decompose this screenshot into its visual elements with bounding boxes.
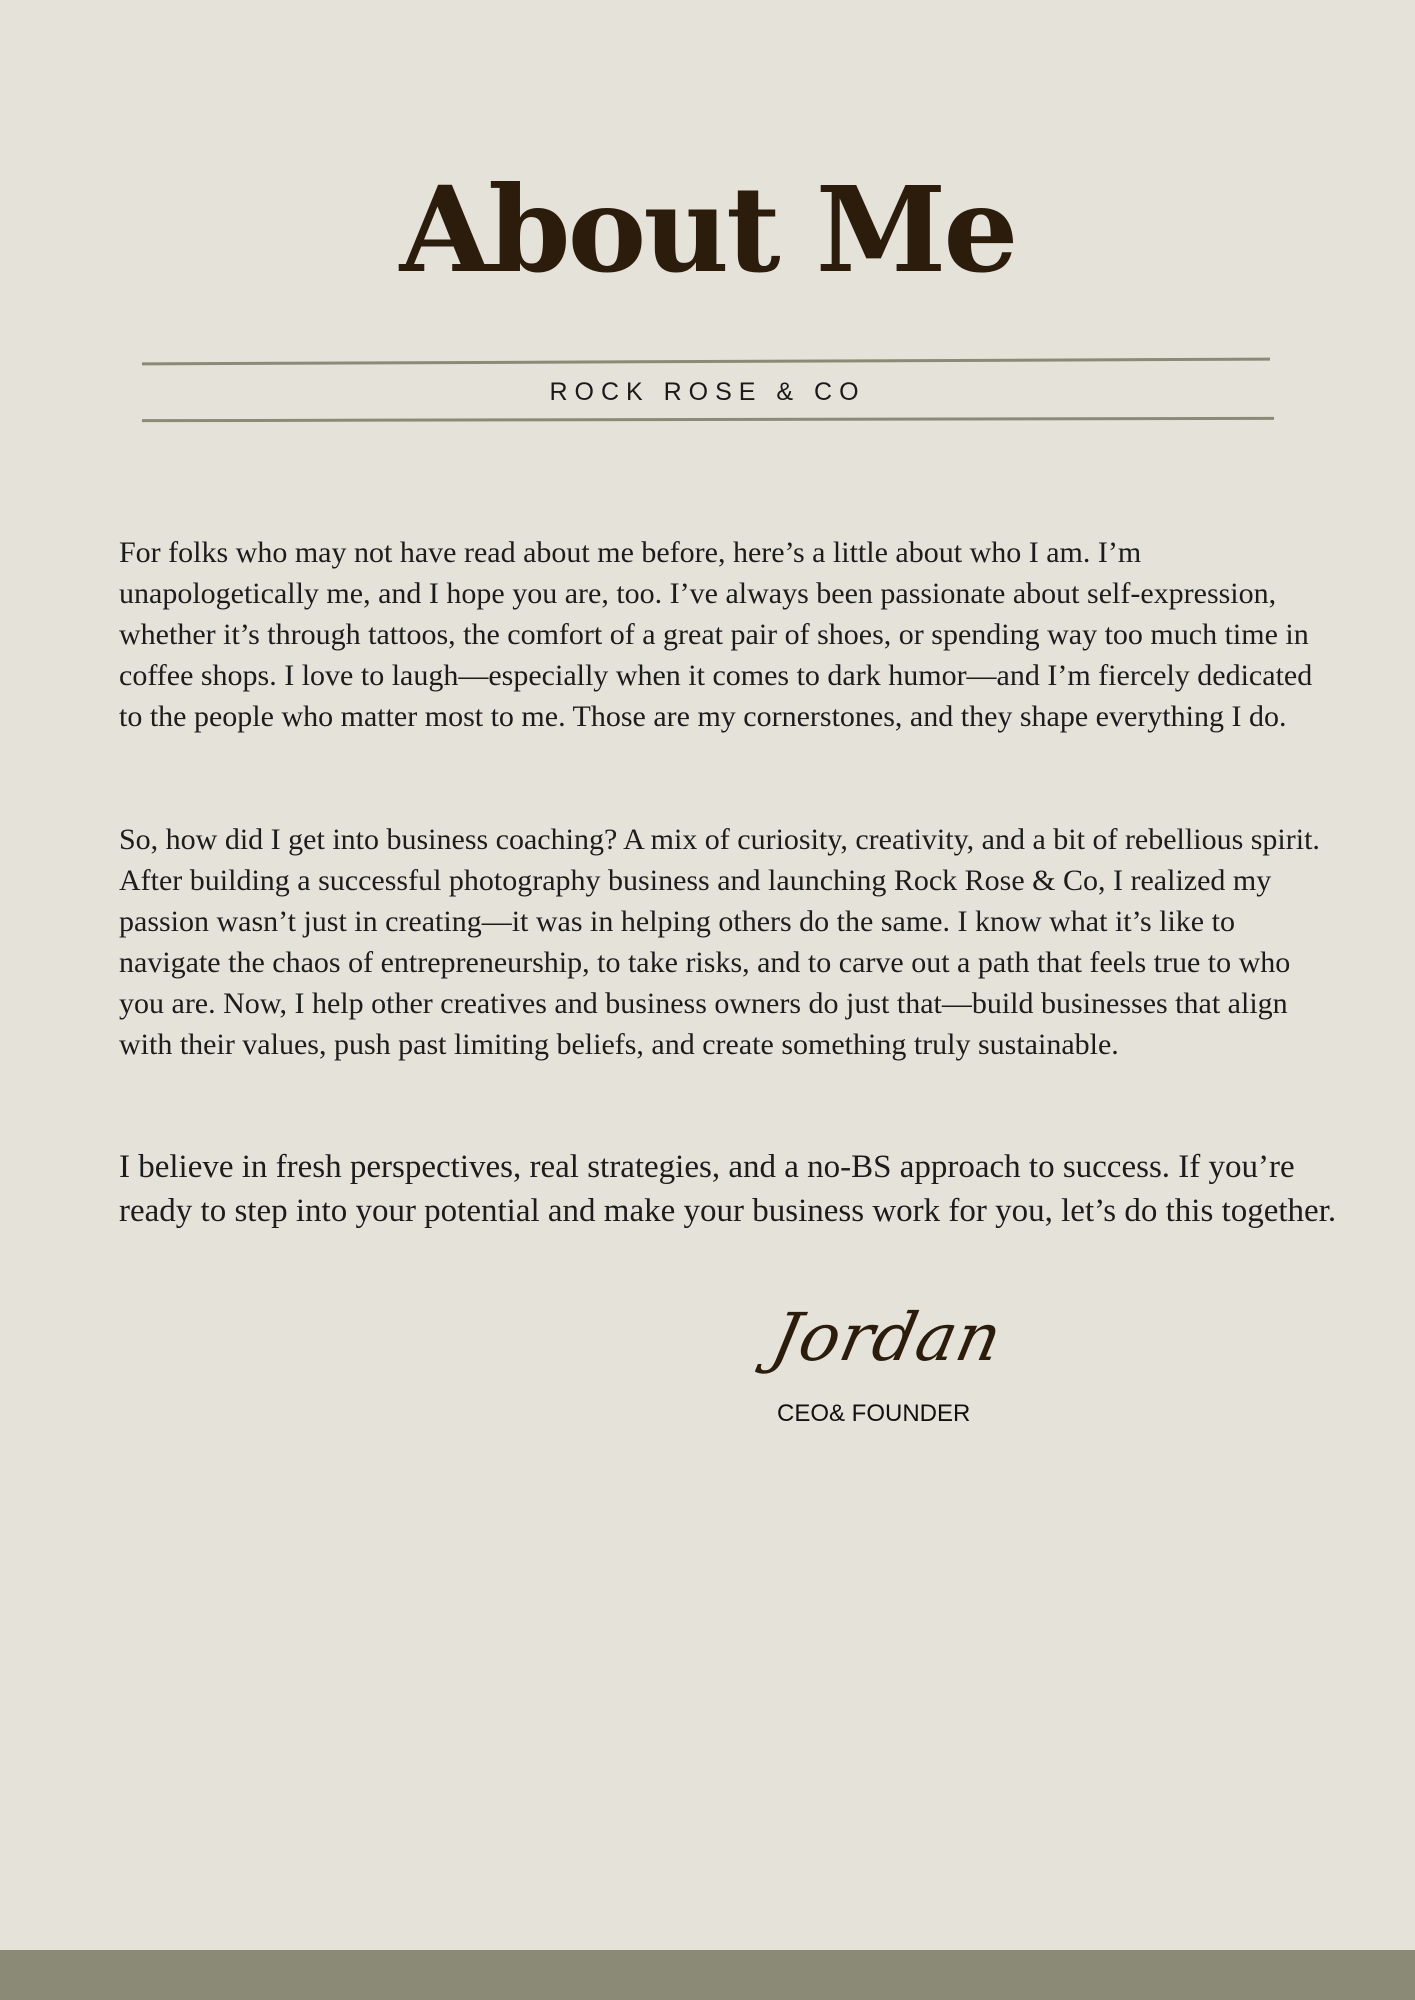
closing-paragraph: I believe in fresh perspectives, real strategies, and a no-BS approach to success. If you’re ready to step into your potential and make your business work for you, let’s do this together. bbox=[119, 1149, 1337, 1229]
bottom-divider bbox=[142, 417, 1274, 422]
intro-paragraph: For folks who may not have read about me before, here’s a little about who I am. I’m unapologetically me, and I hope you are, too. I’ve always been passionate about self-expression, whether it’s through tattoos, the comfort of a great pair of shoes, or spending way too much time in coffee shops. I love to laugh—especially when it comes to dark humor—and I’m fiercely dedicated to the people who matter most to me. Those are my cornerstones, and they shape everything I do. bbox=[119, 536, 1313, 733]
footer-band bbox=[0, 1950, 1415, 2000]
brand-name: ROCK ROSE & CO bbox=[549, 378, 866, 406]
story-paragraph: So, how did I get into business coaching? A mix of curiosity, creativity, and a bit of rebellious spirit. After building a successful photography business and launching Rock Rose & Co, I realized my passion wasn’t just in creating—it was in helping others do the same. I know what it’s like to navigate the chaos of entrepreneurship, to take risks, and to carve out a path that feels true to who you are. Now, I help other creatives and business owners do just that—build businesses that align with their values, push past limiting beliefs, and create something truly sustainable. bbox=[119, 823, 1320, 1061]
top-divider bbox=[142, 358, 1270, 366]
page-title: About Me bbox=[399, 160, 1016, 299]
signature: Jordan bbox=[764, 1299, 1010, 1376]
founder-role: CEO& FOUNDER bbox=[777, 1400, 971, 1427]
